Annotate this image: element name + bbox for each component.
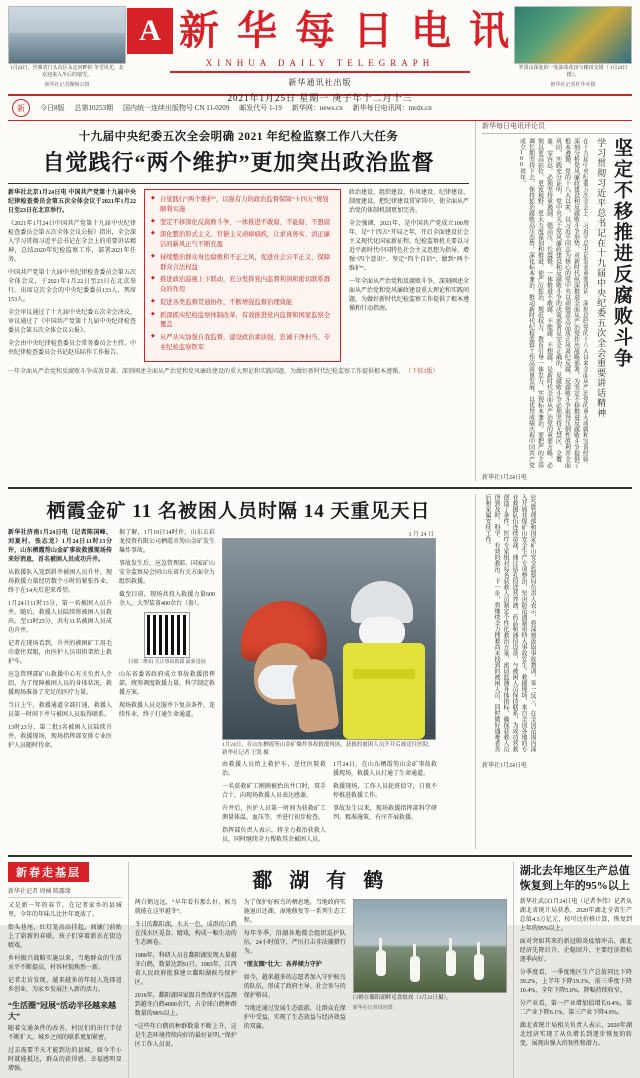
crane-story xyxy=(128,862,513,1078)
lead-wrap xyxy=(8,189,469,362)
story2-para: 截至目前，现场共投入救援力量600余人，大型装备400余台（套）。 xyxy=(119,592,215,607)
commentary-body: 在十九届中央纪委五次全会上，习近平总书记发表重要讲话，深刻总结党的十八大以来全面从严治党的重大成就和宝贵经验，深刻分析党风廉政建设和反腐败斗争形势，对新时代纵深推进全面从严治党作出战略部署，为坚定不移推进反腐败斗争提供了根本遵循。党的十八大以来，以习近平同志为核心的党中央以顽强意志品质正风肃纪反腐，反腐败斗争取得压倒性胜利并全面巩固。实践充分证明，党中央关于党风廉政建设和反腐败斗争的决策部署是完全正确的，反腐败斗争必须坚持无禁区、全覆盖、零容忍，必须坚持重遏制、强高压、长震慑。一体推进不敢腐、不能腐、不想腐，是新时代全面从严治党的重要方略，必须以更高站位、更宽视野、更大力度谋划和推进，使严厉惩治、规范权力、教育引导一体发力，实现标本兼治。要把严的主基调长期坚持下去，保持惩治腐败高压态势，深化标本兼治，推动新时代纪检监察工作高质量发展，以优异成绩庆祝中国共产党成立100周年。 xyxy=(518,138,588,468)
grassroots-para: 记者走访发现，越来越多的年轻人选择返乡创业，为家乡发展注入新的活力。 xyxy=(8,978,122,994)
hubei-para: 面对突如其来的新冠肺炎疫情冲击，湖北经济先降后升、企稳回升，主要经济指标逐季向好。 xyxy=(519,939,632,964)
paper-title-en: XINHUA DAILY TELEGRAPH xyxy=(205,58,435,68)
crane-para: 冬日的鄱阳湖，水天一色，成群的白鹤在浅水区觅食、嬉戏，构成一幅生动的生态画卷。 xyxy=(134,922,237,947)
masthead-left-photo xyxy=(8,6,126,64)
task-item: ◆ 深化整治形式主义、官僚主义顽瘴痼疾，让求真务实、清正廉洁的新风正气不断充盈 xyxy=(151,230,334,250)
hubei-para: 分季度看，一季度地区生产总值同比下降39.2%，上半年下降19.3%，前三季度下降10.4%，全年下降5.0%，降幅持续收窄。 xyxy=(519,970,632,995)
story2-para: 救援现场，工作人员轮班值守，日夜不停推进救援工作。 xyxy=(333,784,437,800)
masthead-right-caption: 罗霄山深处的一处油菜花田与梯田交错（ 1月24日摄）。 xyxy=(518,66,628,78)
commentary-column xyxy=(475,121,632,481)
date-line: 2021年1月25日 星期一 庚子年十二月十三 xyxy=(227,93,413,103)
crane-photo xyxy=(353,899,507,993)
lead-column-3 xyxy=(349,189,469,362)
story2-para: 一名获救矿工刚刚被抬出井口时，双手合十，向现场救援人员表达感谢。 xyxy=(222,784,326,800)
crane-column-1 xyxy=(135,899,237,1054)
grassroots-byline: 新华社记者 周楠 陈露缘 xyxy=(8,886,122,898)
seal-icon: 新 xyxy=(12,99,30,117)
commentary-label: 新华每日电讯评论员 xyxy=(482,121,632,134)
lead-headline: 自觉践行“两个维护”更加突出政治监督 xyxy=(42,150,435,175)
qr-code[interactable] xyxy=(145,613,189,657)
hubei-story xyxy=(513,862,632,1078)
logo-char: A xyxy=(139,14,161,47)
grassroots-para: 又是新一年的春节，在记者家乡的县城里，今年的年味儿比往年更浓了。 xyxy=(8,903,122,919)
task-item: ◆ 坚定不移深化反腐败斗争，一体推进不敢腐、不能腐、不想腐 xyxy=(151,218,334,228)
crane-shape xyxy=(474,954,484,980)
story2-para: 新华社济南1月24日电（记者陈国峰、刘夏村、张志龙）1月24日11时13分许，山东栖霞笏山金矿事故救援现场传来好消息，首名被困人员成功升井。 xyxy=(8,530,112,563)
crane-column-2 xyxy=(244,899,346,1054)
crane-para: 如今，越来越多的志愿者加入守护候鸟的队伍，形成了政府主导、社会参与的保护格局。 xyxy=(243,975,346,1000)
grassroots-para: 过去需要半天才能到达的县城，如今半小时就能抵达，群众的获得感、幸福感明显增强。 xyxy=(8,1048,122,1073)
masthead-right-credit: 新华社记者杜华举摄 xyxy=(550,82,596,88)
hotline[interactable]: 新华每日电讯网：mrdx.cn xyxy=(352,104,432,112)
story2-column-3 xyxy=(222,761,326,849)
crane-photo-caption: 白鹤在鄱阳湖畔觅食嬉戏（1月22日摄）。 xyxy=(352,995,452,1002)
lead-para: 中国共产党第十九届中央纪律检查委员会第五次全体会议，于2021年1月22日至23日在北京举行。出席这次全会的中央纪委委员133人，列席153人。 xyxy=(8,270,136,303)
lead-para: 一年全面从严治党和反腐败斗争，深刻阐述全面从严治党和党风廉政建设重大理论和实践问题，为做好新时代纪检监察工作提供了根本遵循和行动指南。 xyxy=(349,279,470,312)
crane-photo-credit: 新华社记者周密摄 xyxy=(352,1006,393,1012)
story2-column-2 xyxy=(119,529,215,849)
task-item: ◆ 推进政治巡视上下联动，充分发挥党内监督利剑和密切联系群众的作用 xyxy=(151,275,334,295)
story2-vertical-body: 应急管理部和国家矿山安全监察局负责人表示，将深刻汲取事故教训，举一反三，在全国范围内深入开展非煤矿山安全生产专项整治，坚决防范遏制重特大事故发生。救援现场，来自全国各地的专业救援队伍连续奋战，通过钻孔投送营养液、药品和通信设备，与被困人员保持联系，为成功营救创造了条件。医疗专家组对每名获救人员制定个性化救治方案，密切监测身体指标，确保获救人员得到及时、科学、有效的救治。下一步，将继续全力搜救尚未找到的被困人员，同时做好遇难者善后和家属安抚工作。 xyxy=(484,494,535,752)
publisher-line: 新华通讯社出版 xyxy=(288,78,352,87)
story2-para: 记者在现场看到，升井的被困矿工用毛巾蒙住双眼，由医护人员用担架抬上救护车。 xyxy=(8,641,112,665)
masthead-right-photo-block xyxy=(514,6,632,92)
crane-para: “这些年白鹤的种群数量不断上升，这是生态环境持续向好的最好证明。”保护区工作人员说。 xyxy=(134,1024,237,1049)
story2-photo-block xyxy=(222,529,437,849)
xinhua-logo-icon xyxy=(127,8,173,54)
crane-shape xyxy=(376,950,386,976)
story2-para: 据了解，1月10日14时许，山东五彩龙投资有限公司栖霞市笏山金矿发生爆炸事故。 xyxy=(119,530,216,554)
lead-para: 全会强调，2021年，是中国共产党成立100周年，是“十四五”开局之年，开启全面建设社会主义现代化国家新征程。纪检监察机关要以习近平新时代中国特色社会主义思想为指导，增强“四个意识”、坚定“四个自信”、做到“两个维护”。 xyxy=(349,221,470,272)
commentary-subtitle: 学习贯彻习近平总书记在十九届中央纪委五次全会重要讲话精神 xyxy=(596,138,607,418)
story2-para: 由救援人员抬上救护车，送往医院救治。 xyxy=(222,762,326,778)
jump-link[interactable]: （下转3版） xyxy=(405,369,439,375)
masthead-center xyxy=(126,6,514,103)
page-body xyxy=(8,121,632,481)
story2-para: 升井后，医护人员第一时间为获救矿工测量体温、血压等，并进行初步检查。 xyxy=(222,806,326,822)
masthead-logo-row xyxy=(127,8,513,54)
story2-para: 应急管理部矿山救援中心有关负责人介绍，为了保障被困人员的身体状况，救援现场准备了充足的医疗力量。 xyxy=(8,672,112,696)
hubei-para: 湖北省统计局相关负责人表示，2020年湖北经济实现了从负增长到逐步恢复的转变，展现出强大的韧性和潜力。 xyxy=(519,1023,632,1048)
grassroots-para: 随着交通条件的改善，村民们的出行半径不断扩大，城乡之间的联系更加紧密。 xyxy=(8,1026,122,1042)
crane-para: 当地还通过发展生态旅游，让群众在保护中受益，实现了生态效益与经济效益的双赢。 xyxy=(243,1006,346,1031)
hubei-title: 湖北去年地区生产总值恢复到上年的95%以上 xyxy=(519,865,630,893)
rescue-photo xyxy=(222,538,436,740)
photo-date-badge: 1 月 24 日 xyxy=(408,532,434,538)
commentary-sign: 新华社1月24日电 xyxy=(482,475,528,481)
rescuer-figure xyxy=(343,581,425,739)
grassroots-para: 乡村振兴战略实施以来，当地群众的生活水平不断提高，村容村貌焕然一新。 xyxy=(8,956,122,972)
lead-note-text: 一年全面从严治党和反腐败斗争成效显著。深刻阐述全面从严治党和党风廉政建设的重大理论和实践问题，为做好新时代纪检监察工作提供根本遵循。 xyxy=(8,369,405,375)
masthead-right-photo xyxy=(514,6,632,64)
story2-headline: 栖霞金矿 11 名被困人员时隔 14 天重见天日 xyxy=(46,501,431,522)
masthead-left-credit: 新华社记者鞠焕宗摄 xyxy=(44,82,90,88)
task-item: ◆ 持续整治群众身边腐败和不正之风，促进社会公平正义、保障群众合法权益 xyxy=(151,253,334,273)
lead-note xyxy=(8,366,469,375)
crane-para: 每年冬季，沿湖各地都会组织巡护队伍，24小时值守，严厉打击非法捕猎行为。 xyxy=(243,931,346,956)
main-column xyxy=(8,121,475,481)
crane-story-columns xyxy=(135,899,507,1054)
task-item: ◆ 抓深抓实纪检监察体制改革，有效推进党内监督和国家监察全覆盖 xyxy=(151,311,334,331)
rescue-photo-caption: 1月24日，在山东栖霞笏山金矿爆炸事故救援现场，获救的被困人员升井后被送往医院。 新华社记者 王凯 摄 xyxy=(222,742,434,756)
crane-para: 两白鹤远远，“早年看有那么好，候鸟就能在这里越冬”。 xyxy=(134,900,237,916)
commentary-title: 坚定不移推进反腐败斗争 xyxy=(611,138,632,369)
crane-shape xyxy=(410,956,420,982)
task-item: ◆ 自觉践行“两个维护”，以强有力的政治监督保障“十四五”规划顺利实施 xyxy=(151,195,334,215)
postal-code: 邮发代号 1-19 xyxy=(239,104,282,112)
story2-para: 1月24日11时13分，第一名被困人员升井。随后，救援人员陆续将被困人员救出。至13时25分，共有11名被困人员成功升井。 xyxy=(8,601,112,634)
grassroots-column xyxy=(8,862,128,1078)
masthead-left-photo-block xyxy=(8,6,126,92)
commentary-vertical-wrap xyxy=(482,138,632,468)
crane-shape xyxy=(446,950,456,976)
crane-para: 为了保护好候鸟的栖息地，当地政府实施退田还湖、湿地修复等一系列生态工程。 xyxy=(243,900,346,925)
key-tasks-box xyxy=(144,189,341,362)
lead-para: 《2021年1月24日中国共产党第十九届中央纪律检查委员会第五次全体会议公报》指出，全会深入学习贯彻习近平总书记在全会上的重要讲话精神，总结2020年纪检监察工作，部署2021年任务。 xyxy=(8,221,136,263)
masthead xyxy=(0,0,640,103)
grassroots-para: 街头巷尾，红灯笼高高挂起，商铺门前贴上了崭新的春联，孩子们穿着新衣在街边嬉戏。 xyxy=(8,925,122,950)
story2-left xyxy=(8,494,475,849)
crane-story-title: 鄱 湖 有 鹤 xyxy=(252,870,390,893)
story2-para: 当日上午，救援通道全部打通，救援人员第一时间下井与被困人员取得联系。 xyxy=(8,703,112,718)
paper-title-cn: 新 华 每 日 电 讯 xyxy=(179,8,513,53)
today-pages: 今日8版 xyxy=(40,104,65,112)
lead-para: 政治建设、组织建设、作风建设、纪律建设、制度建设，把纪律建设贯穿其中，使全面从严治党的体制机制更加完善。 xyxy=(349,190,470,214)
story2-para: 13时23分，第二批3名被困人员陆续升井。救援现场，现场指挥部安排专业医护人员随时待命。 xyxy=(8,725,112,749)
story-mine-rescue xyxy=(8,487,632,849)
grassroots-badge: 新春走基层 xyxy=(8,862,89,882)
title-rule xyxy=(170,71,470,73)
lead-para: 全会审议通过了十九届中央纪委五次全会决议，审议通过了《中国共产党第十九届中央纪律检查委员会第五次全体会议公报》。 xyxy=(8,310,136,334)
headline-rule xyxy=(8,183,469,184)
cn-number: 国内统一连续出版物号 CN 11-0209 xyxy=(123,104,230,112)
lead-para: 新华社北京1月24日电 中国共产党第十九届中央纪律检查委员会第五次全体会议于2021年1月22日至23日在北京举行。 xyxy=(8,190,136,214)
story2-para: 从救援队入笼到斜井被困人员升井，现场救援力量经历数个小时的紧张作业，终于在14天后迎来希望。 xyxy=(8,570,112,594)
crane-para: 2016年，鄱阳湖国家级自然保护区监测到越冬白鹤4000余只，占全球白鹤种群数量的98%以上。 xyxy=(134,993,237,1018)
issue-number: 总第10253期 xyxy=(74,104,113,112)
story2-column-4 xyxy=(333,761,437,849)
story2-para: 1月24日，在山东栖霞笏山金矿事故救援现场，救援人员打通了生命通道。 xyxy=(333,762,437,778)
story2-para: 事故发生后，应急管理部、国家矿山安全监察局会同山东省有关方面全力组织救援。 xyxy=(119,561,216,585)
news-site[interactable]: 新华网：news.cn xyxy=(291,104,343,112)
story2-para: 现场救援人员克服井下复杂条件，连续作业，终于打通生命通道。 xyxy=(119,702,216,718)
story2-para: 山东省委省政府成立事故救援指挥部，统筹调度救援力量，科学制定救援方案。 xyxy=(119,671,216,696)
bottom-section xyxy=(8,855,632,1078)
hubei-para: 新华社武汉1月24日电（记者李伟）记者从湖北省统计局获悉，2020年湖北全省生产总值4.3万亿元，按可比价格计算，恢复到上年的95%以上。 xyxy=(519,899,632,933)
lead-kicker: 十九届中央纪委五次全会明确 2021 年纪检监察工作八大任务 xyxy=(78,131,399,143)
hubei-para: 分产业看，第一产业增加值增长0.4%，第二产业下降6.1%，第三产业下降4.9%。 xyxy=(519,1001,632,1017)
lead-column-1 xyxy=(8,189,136,362)
hi-vis-vest-shape xyxy=(343,643,425,739)
task-item: ◆ 从严从实加强自我监督，建设政治素质强、忠诚干净担当、专业纪检监察铁军 xyxy=(151,333,334,353)
story2-sign: 新华社1月24日电 xyxy=(482,763,528,769)
crane-photo-block xyxy=(353,899,507,1054)
story2-para: 事故发生以来，现场救援指挥部科学研判、精准施策，有序开展救援。 xyxy=(333,806,437,822)
crane-para: 1980年，科研人员在鄱阳湖发现大量越冬白鹤，数量达到91只。1983年，江西省人民政府批准建立鄱阳湖候鸟保护区。 xyxy=(134,953,237,987)
lead-para: 全会由中央纪律检查委员会常务委员会主持。中央纪律检查委员会书记赵乐际作工作报告。 xyxy=(8,341,136,356)
story2-columns xyxy=(8,529,469,849)
grassroots-subhead: “生活圈”冠展“活动半径越来越大” xyxy=(8,1001,116,1022)
qr-caption: 扫描二维码 关注事故救援 最新进展 xyxy=(128,660,206,665)
masthead-left-caption: 1月24日，世寨省门头沟区永定河畔的 冬雪风光，北京迎来入冬后的瑞雪。 xyxy=(10,66,124,78)
task-item: ◆ 促进各类监督贯通协作，不断增强监督治理效能 xyxy=(151,298,334,308)
story2-right-column xyxy=(475,494,632,849)
crane-subhead: “朋友圈”壮大：各界倾力守护 xyxy=(243,962,322,969)
story2-column-1 xyxy=(8,529,112,849)
story2-para: 指挥部负责人表示，将全力救治获救人员，同时继续全力搜救其余被困人员。 xyxy=(222,828,326,844)
